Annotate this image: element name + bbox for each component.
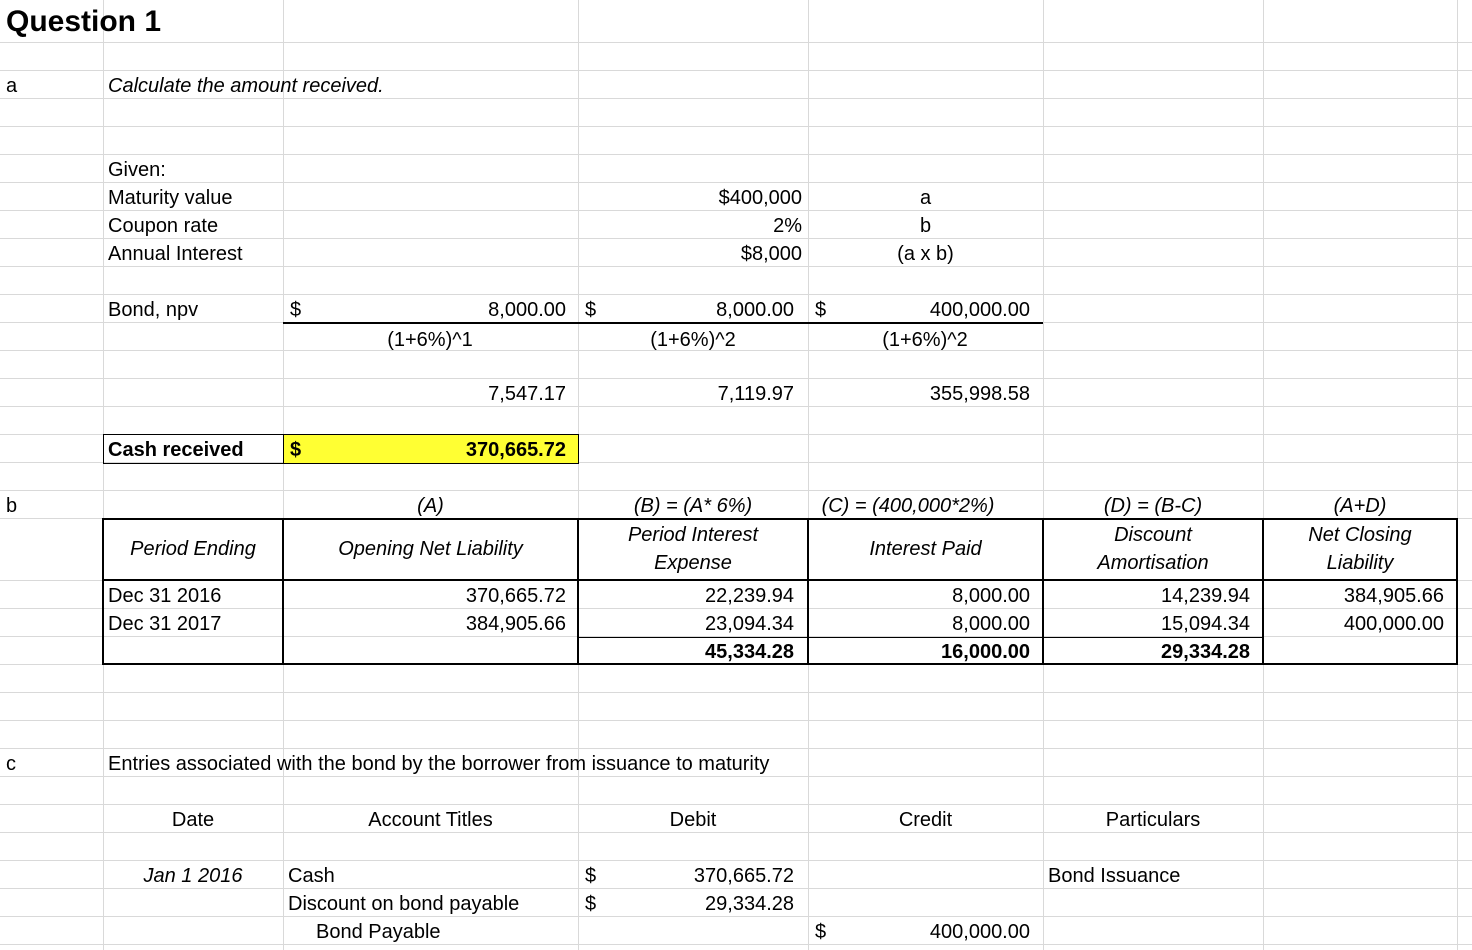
npv-term3-numerator: 400,000.00 — [929, 299, 1030, 321]
given-label-coupon: Coupon rate — [108, 215, 219, 237]
col-code-c: (C) = (400,000*2%) — [821, 495, 995, 517]
header-interest-expense-line2: Expense — [654, 552, 732, 574]
col-code-ad: (A+D) — [1333, 495, 1387, 517]
table-cell-paid: 8,000.00 — [952, 613, 1030, 635]
npv-term3-denominator: (1+6%)^2 — [882, 329, 968, 351]
entry-debit: 370,665.72 — [693, 865, 794, 887]
given-note-interest: (a x b) — [897, 243, 954, 265]
cash-received-label: Cash received — [108, 439, 244, 461]
col-code-b: (B) = (A* 6%) — [633, 495, 753, 517]
section-label-b: b — [6, 495, 18, 517]
instruction-text: Calculate the amount received. — [108, 75, 384, 97]
npv-term1-numerator: 8,000.00 — [488, 299, 566, 321]
header-interest-expense-line1: Period Interest — [627, 524, 759, 546]
section-label-a: a — [6, 75, 18, 97]
npv-term2-numerator: 8,000.00 — [716, 299, 794, 321]
header-credit: Credit — [898, 809, 953, 831]
section-label-c: c — [6, 753, 16, 775]
npv-term3-currency: $ — [815, 299, 827, 321]
npv-term2-currency: $ — [585, 299, 597, 321]
col-code-d: (D) = (B-C) — [1103, 495, 1203, 517]
npv-term2-result: 7,119.97 — [717, 383, 794, 405]
table-cell-closing: 384,905.66 — [1343, 585, 1444, 607]
given-note-maturity: a — [919, 187, 932, 209]
given-value-interest: $8,000 — [740, 243, 802, 265]
given-label-maturity: Maturity value — [108, 187, 233, 209]
entry-account: Discount on bond payable — [288, 893, 520, 915]
entry-debit-currency: $ — [585, 893, 597, 915]
npv-term1-result: 7,547.17 — [488, 383, 566, 405]
fraction-divider — [283, 322, 1043, 324]
table-cell-closing: 400,000.00 — [1343, 613, 1444, 635]
header-debit: Debit — [669, 809, 717, 831]
table-cell-amortisation: 14,239.94 — [1161, 585, 1250, 607]
entry-account: Bond Payable — [316, 921, 441, 943]
entries-heading: Entries associated with the bond by the borrower from issuance to maturity — [108, 753, 770, 775]
given-note-coupon: b — [919, 215, 932, 237]
total-amortisation: 29,334.28 — [1161, 641, 1250, 663]
entry-date: Jan 1 2016 — [143, 865, 243, 887]
header-period-ending: Period Ending — [130, 538, 256, 560]
npv-label: Bond, npv — [108, 299, 199, 321]
npv-term2-denominator: (1+6%)^2 — [650, 329, 736, 351]
table-cell-amortisation: 15,094.34 — [1161, 613, 1250, 635]
table-cell-paid: 8,000.00 — [952, 585, 1030, 607]
given-label-interest: Annual Interest — [108, 243, 243, 265]
page-title: Question 1 — [6, 5, 162, 38]
total-paid: 16,000.00 — [941, 641, 1030, 663]
total-expense: 45,334.28 — [705, 641, 794, 663]
header-particulars: Particulars — [1105, 809, 1201, 831]
table-cell-period: Dec 31 2016 — [108, 585, 222, 607]
header-net-closing-line1: Net Closing — [1308, 524, 1412, 546]
cash-received-value: 370,665.72 — [465, 439, 566, 461]
header-net-closing-line2: Liability — [1326, 552, 1394, 574]
given-label: Given: — [108, 159, 166, 181]
header-date: Date — [171, 809, 215, 831]
header-account-titles: Account Titles — [368, 809, 493, 831]
header-opening-liability: Opening Net Liability — [338, 538, 523, 560]
entry-debit: 29,334.28 — [705, 893, 794, 915]
entry-credit: 400,000.00 — [929, 921, 1030, 943]
npv-term1-currency: $ — [290, 299, 302, 321]
entry-particulars: Bond Issuance — [1048, 865, 1181, 887]
given-value-maturity: $400,000 — [718, 187, 802, 209]
table-cell-period: Dec 31 2017 — [108, 613, 222, 635]
table-cell-expense: 23,094.34 — [705, 613, 794, 635]
table-cell-expense: 22,239.94 — [705, 585, 794, 607]
header-interest-paid: Interest Paid — [869, 538, 982, 560]
header-discount-line2: Amortisation — [1097, 552, 1209, 574]
table-cell-opening: 384,905.66 — [465, 613, 566, 635]
entry-credit-currency: $ — [815, 921, 827, 943]
npv-term3-result: 355,998.58 — [929, 383, 1030, 405]
col-code-a: (A) — [417, 495, 444, 517]
entry-debit-currency: $ — [585, 865, 597, 887]
table-cell-opening: 370,665.72 — [465, 585, 566, 607]
given-value-coupon: 2% — [773, 215, 802, 237]
header-discount-line1: Discount — [1114, 524, 1192, 546]
entry-account: Cash — [288, 865, 335, 887]
npv-term1-denominator: (1+6%)^1 — [387, 329, 473, 351]
cash-received-currency: $ — [290, 439, 302, 461]
